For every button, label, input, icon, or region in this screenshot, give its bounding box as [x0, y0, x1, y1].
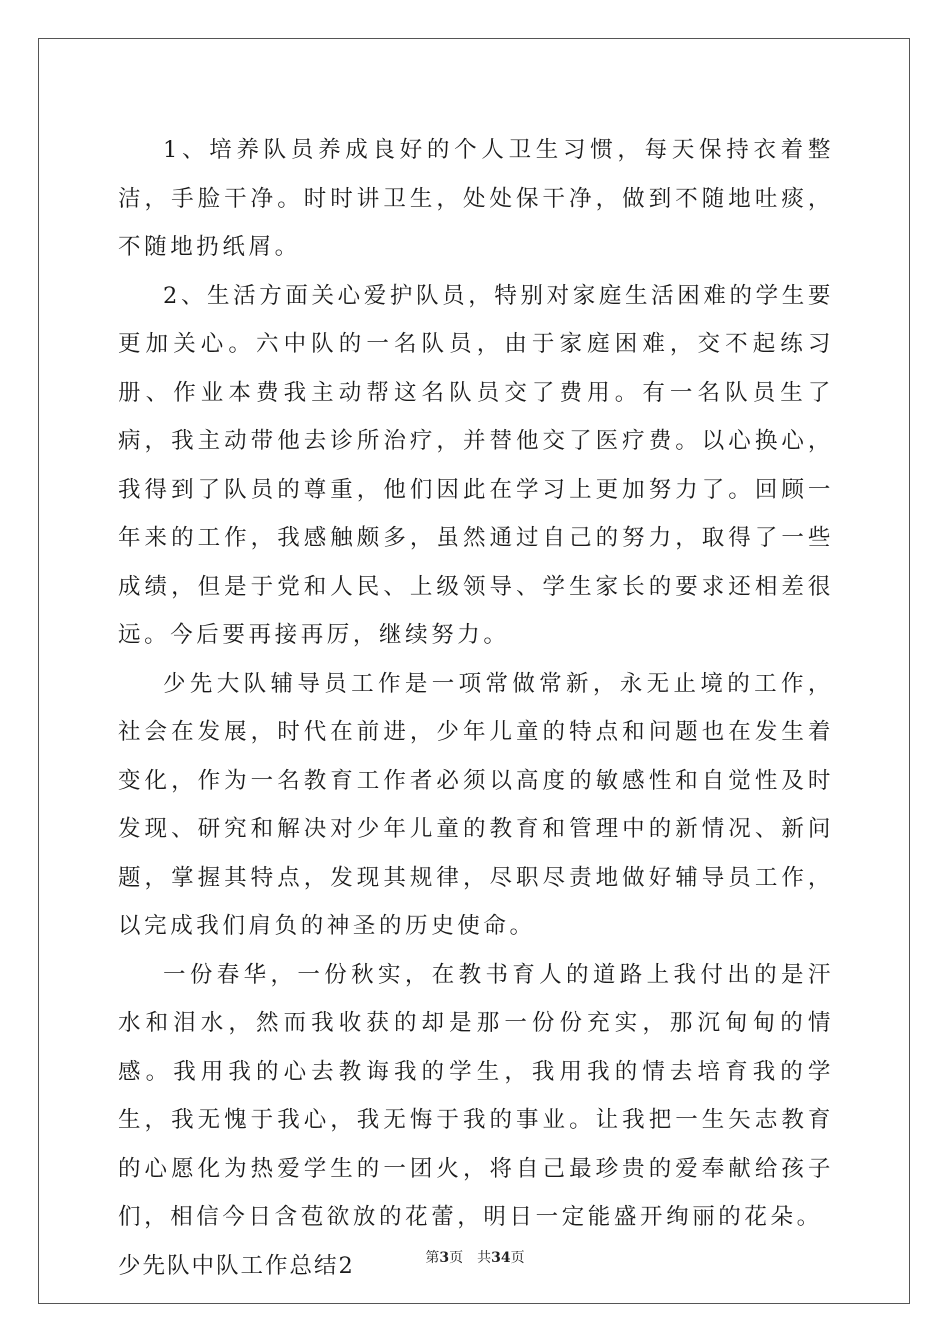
section-heading: 少先队中队工作总结2	[118, 1252, 355, 1279]
footer-total-prefix: 共	[477, 1250, 492, 1266]
total-page-count: 34	[491, 1250, 511, 1266]
current-page-number: 3	[439, 1250, 450, 1266]
page-footer	[0, 1248, 950, 1268]
footer-prefix: 第	[425, 1250, 440, 1266]
document-body	[118, 126, 834, 1290]
footer-page-unit: 页	[449, 1250, 464, 1266]
paragraph-care: 2、生活方面关心爱护队员，特别对家庭生活困难的学生要更加关心。六中队的一名队员，由于家庭困难，交不起练习册、作业本费我主动帮这名队员交了费用。有一名队员生了病，我主动带他去诊所治疗，并替他交了医疗费。以心换心，我得到了队员的尊重，他们因此在学习上更加努力了。回顾一年来的工作，我感触颇多，虽然通过自己的努力，取得了一些成绩，但是于党和人民、上级领导、学生家长的要求还相差很远。今后要再接再厉，继续努力。	[118, 282, 834, 648]
footer-total-unit: 页	[510, 1250, 525, 1266]
paragraph-hygiene: 1、培养队员养成良好的个人卫生习惯，每天保持衣着整洁，手脸干净。时时讲卫生，处处保干净，做到不随地吐痰，不随地扔纸屑。	[118, 137, 834, 260]
paragraph-closing: 一份春华，一份秋实，在教书育人的道路上我付出的是汗水和泪水，然而我收获的却是那一份份充实，那沉甸甸的情感。我用我的心去教诲我的学生，我用我的情去培育我的学生，我无愧于我心，我无悔于我的事业。让我把一生矢志教育的心愿化为热爱学生的一团火，将自己最珍贵的爱奉献给孩子们，相信今日含苞欲放的花蕾，明日一定能盛开绚丽的花朵。	[118, 961, 834, 1230]
paragraph-counselor-work: 少先大队辅导员工作是一项常做常新，永无止境的工作，社会在发展，时代在前进，少年儿童的特点和问题也在发生着变化，作为一名教育工作者必须以高度的敏感性和自觉性及时发现、研究和解决对少年儿童的教育和管理中的新情况、新问题，掌握其特点，发现其规律，尽职尽责地做好辅导员工作，以完成我们肩负的神圣的历史使命。	[118, 670, 834, 939]
